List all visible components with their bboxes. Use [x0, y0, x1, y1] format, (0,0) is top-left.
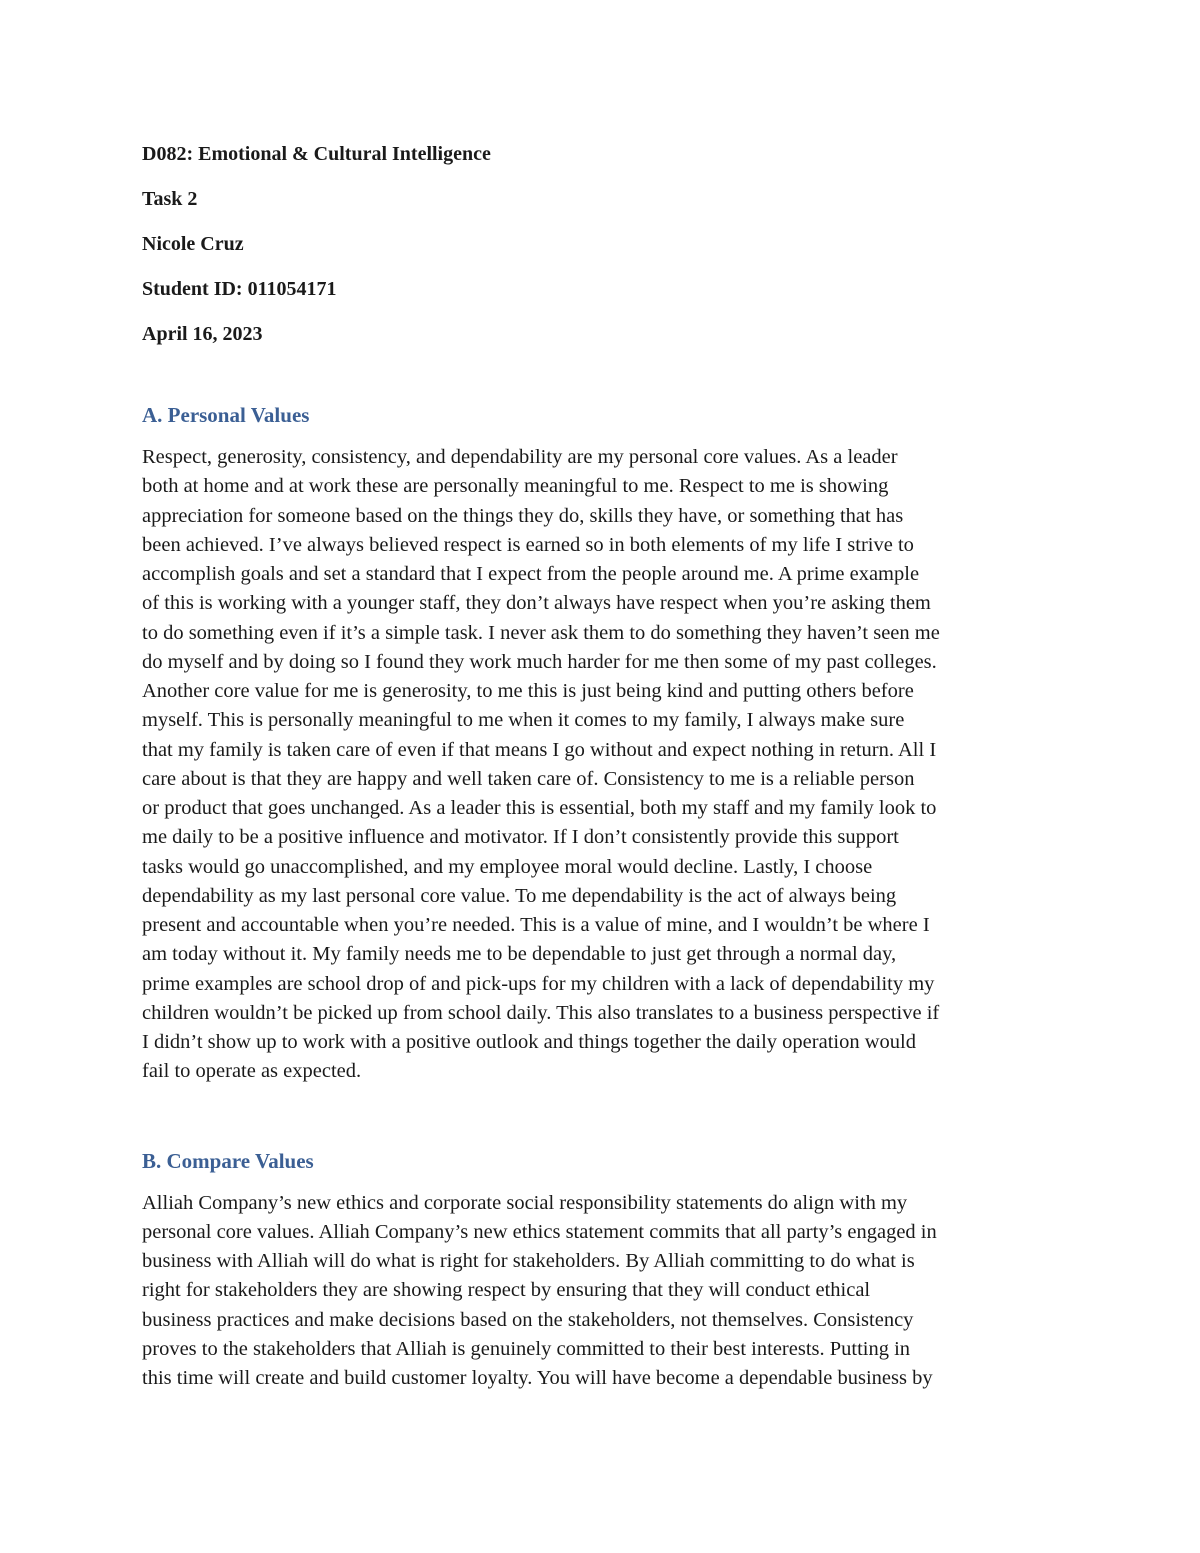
- compare-values-paragraph: [142, 1189, 1062, 1394]
- paragraph-line: or product that goes unchanged. As a leader this is essential, both my staff and my family look to: [142, 797, 937, 819]
- paragraph-line: am today without it. My family needs me to be dependable to just get through a normal day,: [142, 943, 897, 966]
- paragraph-line: business with Alliah will do what is right for stakeholders. By Alliah committing to do what is: [142, 1250, 915, 1272]
- paragraph-line: I didn’t show up to work with a positive outlook and things together the daily operation would: [142, 1031, 916, 1053]
- paragraph-line: present and accountable when you’re needed. This is a value of mine, and I wouldn’t be where I: [142, 914, 930, 936]
- paragraph-line: right for stakeholders they are showing respect by ensuring that they will conduct ethical: [142, 1279, 871, 1302]
- paragraph-line: this time will create and build customer loyalty. You will have become a dependable business by: [142, 1367, 933, 1389]
- paragraph-line: of this is working with a younger staff, they don’t always have respect when you’re asking them: [142, 592, 931, 615]
- paragraph-line: been achieved. I’ve always believed respect is earned so in both elements of my life I strive to: [142, 533, 914, 556]
- paragraph-line: accomplish goals and set a standard that I expect from the people around me. A prime example: [142, 563, 920, 585]
- paragraph-line: care about is that they are happy and well taken care of. Consistency to me is a reliable person: [142, 767, 915, 790]
- paragraph-line: children wouldn’t be picked up from school daily. This also translates to a business perspective if: [142, 1001, 940, 1024]
- submission-date: April 16, 2023: [142, 323, 263, 345]
- paragraph-line: me daily to be a positive influence and motivator. If I don’t consistently provide this support: [142, 826, 899, 849]
- paragraph-line: appreciation for someone based on the things they do, skills they have, or something that has: [142, 504, 904, 527]
- student-id: Student ID: 011054171: [142, 278, 337, 300]
- paragraph-line: both at home and at work these are personally meaningful to me. Respect to me is showing: [142, 475, 889, 498]
- section-heading-personal-values: A. Personal Values: [142, 403, 310, 427]
- paragraph-line: personal core values. Alliah Company’s new ethics statement commits that all party’s engaged in: [142, 1220, 937, 1243]
- paragraph-line: tasks would go unaccomplished, and my employee moral would decline. Lastly, I choose: [142, 855, 873, 878]
- paragraph-line: Respect, generosity, consistency, and dependability are my personal core values. As a leader: [142, 446, 898, 468]
- section-heading-compare-values: B. Compare Values: [142, 1148, 314, 1173]
- paragraph-line: proves to the stakeholders that Alliah is genuinely committed to their best interests. Putting in: [142, 1337, 911, 1360]
- paragraph-line: that my family is taken care of even if that means I go without and expect nothing in return. All I: [142, 738, 937, 761]
- course-title: D082: Emotional & Cultural Intelligence: [142, 143, 491, 165]
- paragraph-line: prime examples are school drop of and pick-ups for my children with a lack of dependability my: [142, 972, 935, 995]
- paragraph-line: business practices and make decisions based on the stakeholders, not themselves. Consistency: [142, 1308, 914, 1331]
- paragraph-line: Another core value for me is generosity, to me this is just being kind and putting others before: [142, 680, 914, 702]
- task-label: Task 2: [142, 188, 198, 210]
- student-name: Nicole Cruz: [142, 233, 244, 255]
- paragraph-line: fail to operate as expected.: [142, 1060, 362, 1083]
- paragraph-line: do myself and by doing so I found they work much harder for me then some of my past colleges.: [142, 650, 937, 673]
- document-content: [142, 140, 1062, 1393]
- paragraph-line: dependability as my last personal core value. To me dependability is the act of always being: [142, 884, 897, 907]
- personal-values-paragraph: [142, 443, 1062, 1087]
- paragraph-line: Alliah Company’s new ethics and corporate social responsibility statements do align with my: [142, 1191, 908, 1214]
- paragraph-line: to do something even if it’s a simple task. I never ask them to do something they haven’t seen me: [142, 621, 940, 644]
- paragraph-line: myself. This is personally meaningful to me when it comes to my family, I always make sure: [142, 709, 905, 732]
